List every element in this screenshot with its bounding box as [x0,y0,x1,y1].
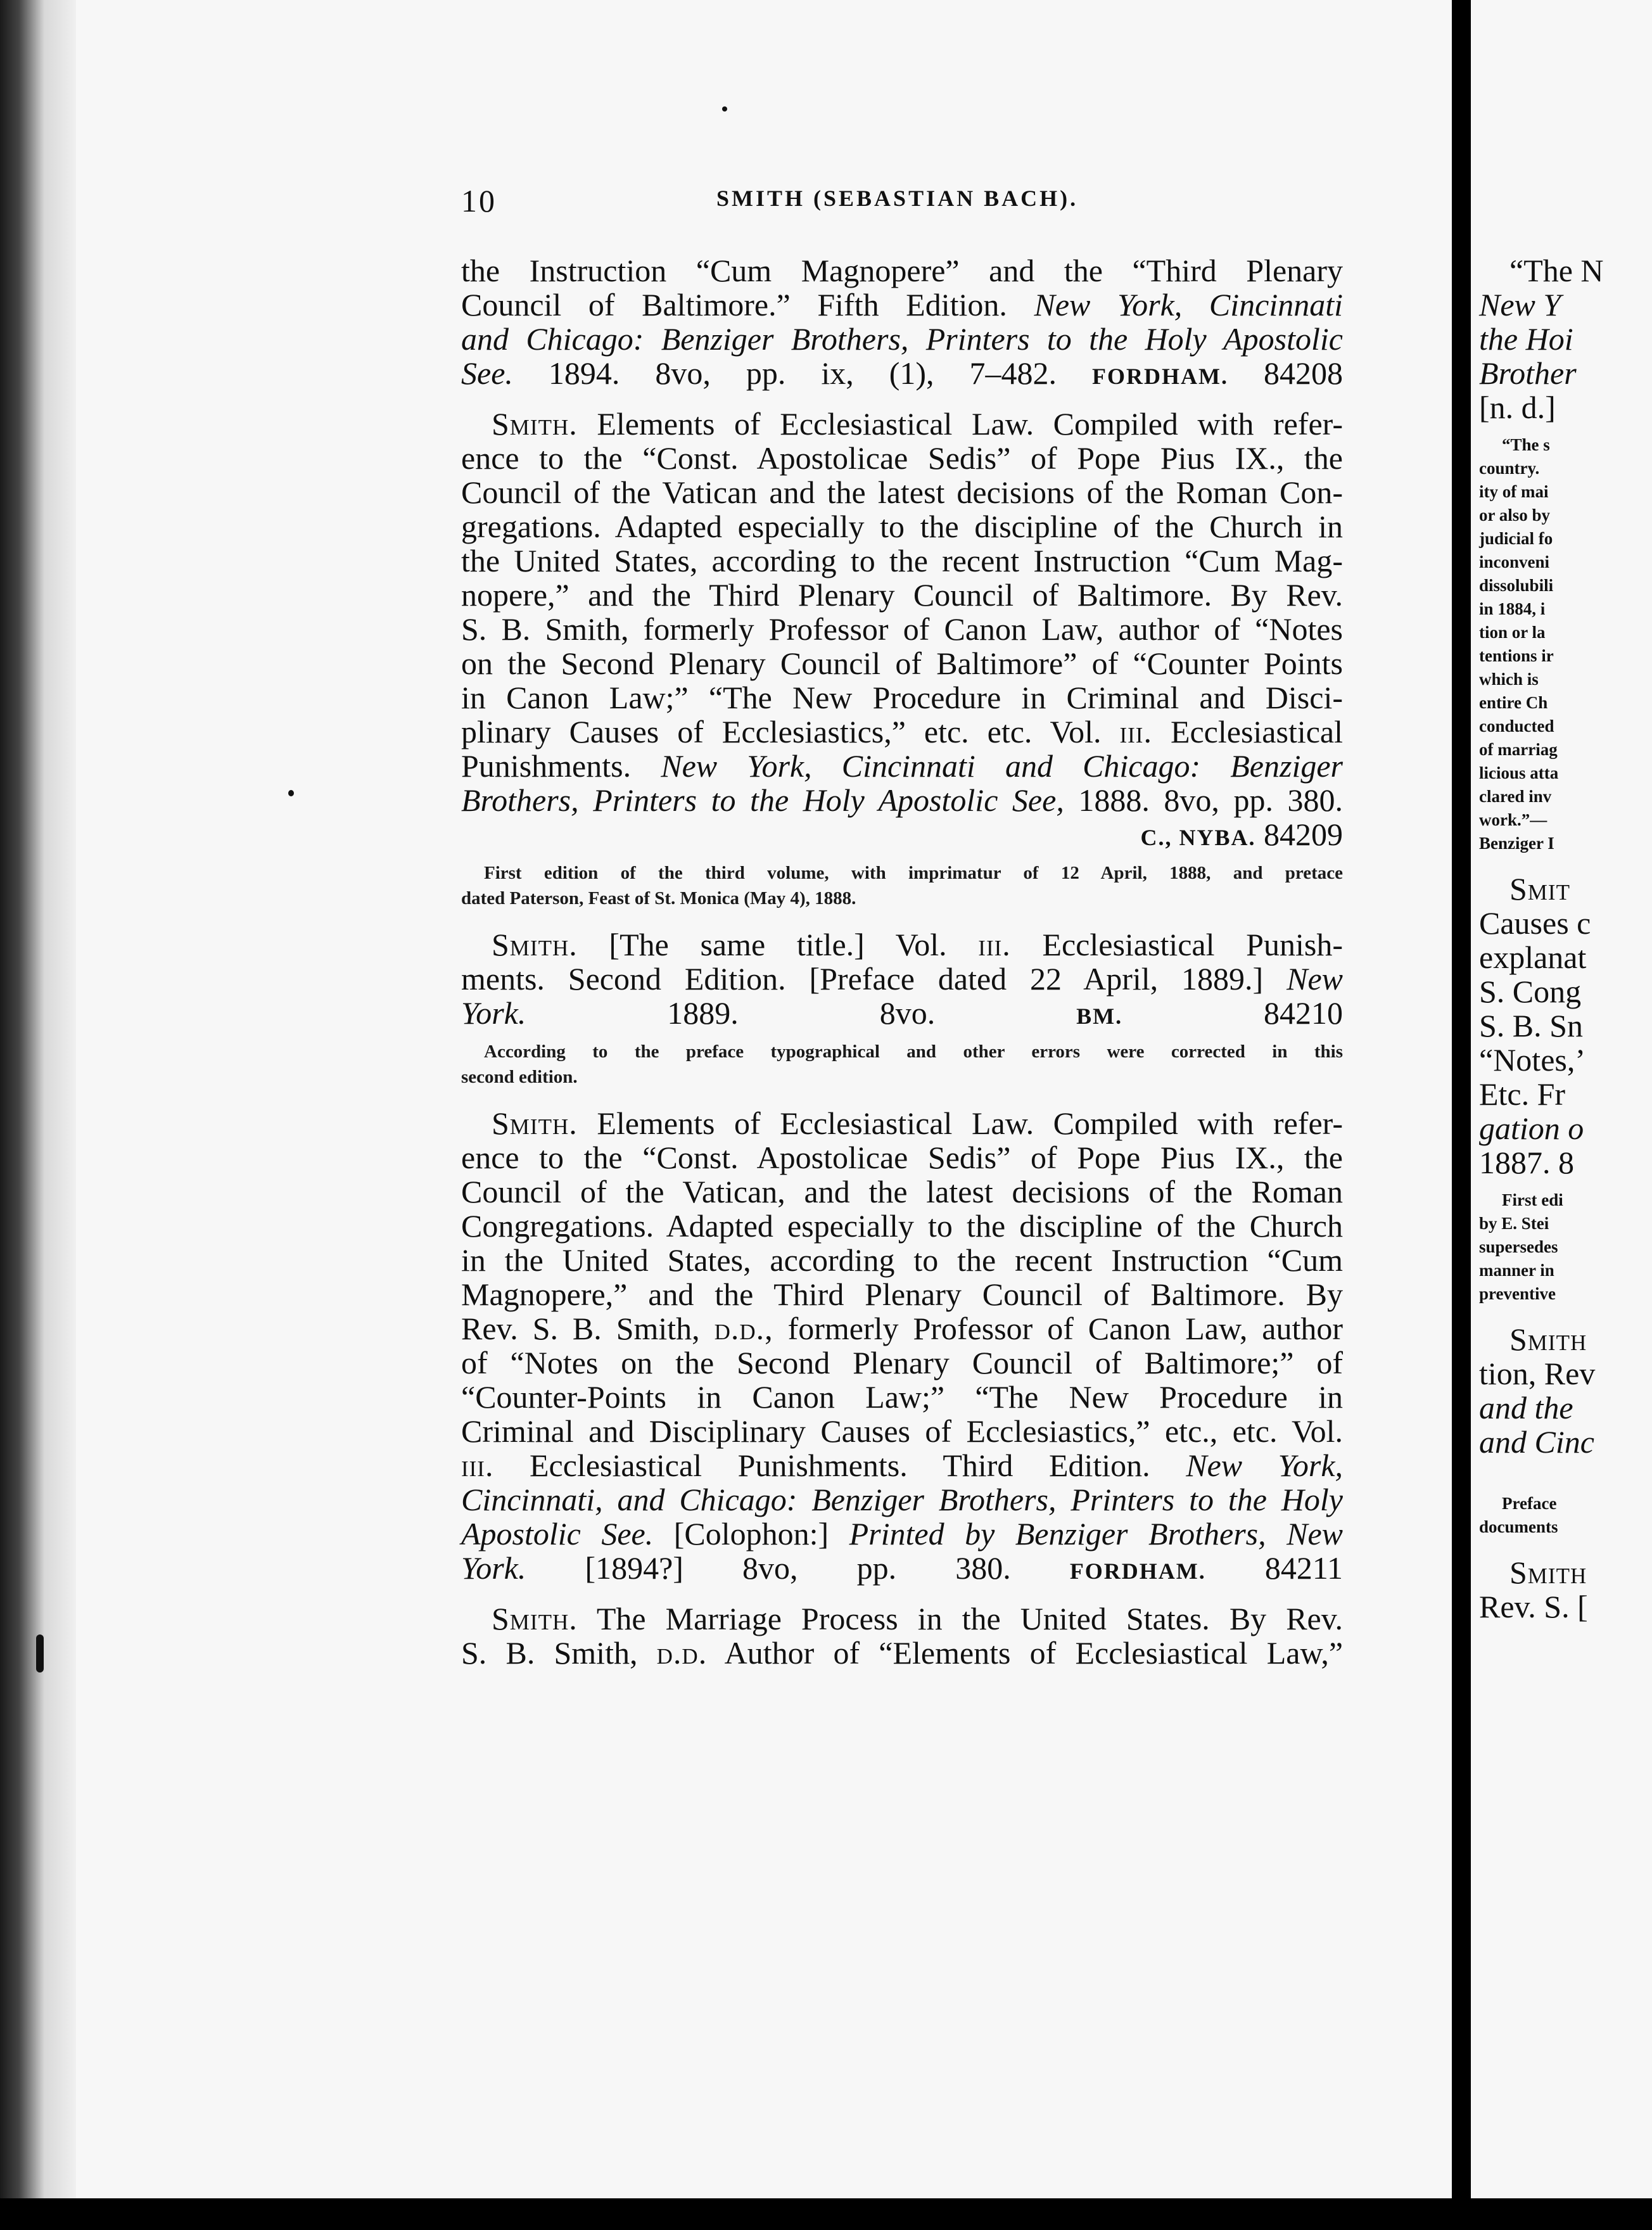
text-line: Rev. S. B. Smith, d.d., formerly Professor of Canon Law, author [461,1311,1343,1346]
note-line: dissolubili [1479,576,1554,595]
text-line: Punishments. New York, Cincinnati and Chicago: Benziger [461,748,1344,784]
text-line [461,817,1343,851]
text-line: 1887. 8 [1479,1145,1574,1180]
note-line: manner in [1479,1261,1554,1280]
note-line: or also by [1479,506,1551,525]
text-line: S. B. Sn [1479,1008,1583,1043]
text-line: New Y [1479,287,1561,322]
text-line: plinary Causes of Ecclesiastics,” etc. etc. Vol. iii. Ecclesiastical [461,714,1344,749]
text-line: S. Cong [1479,974,1582,1009]
text-line: S. B. Smith, formerly Professor of Canon Law, author of “Notes [461,611,1343,647]
note-line: conducted [1479,717,1554,736]
note-line: Preface [1502,1494,1557,1513]
text-line: Council of the Vatican and the latest decisions of the Roman Con- [461,475,1343,510]
text-line: and the [1479,1390,1573,1425]
text-line: ence to the “Const. Apostolicae Sedis” of Pope Pius IX., the [461,440,1343,476]
location-code: C., NYBA. [1140,825,1256,850]
text-line: explanat [1479,940,1587,975]
note-line: tion or la [1479,623,1546,642]
entry-number: 84211 [1264,1550,1344,1586]
note-line: of marriag [1479,740,1558,759]
entry-next [461,1602,1343,1670]
text-line: See. 1894. 8vo, pp. ix, (1), 7–482. FORDHAM. 84208 [461,355,1344,391]
text-line: the Hoi [1479,321,1573,357]
text-line: [n. d.] [1479,390,1556,425]
text-line: Smit [1509,871,1570,907]
entry-continuation [461,253,1343,390]
text-line: Smith [1509,1322,1587,1357]
entry-84211 [461,1106,1343,1585]
entry-number: 84208 [1264,355,1344,391]
note-line: licious atta [1479,763,1559,782]
entry-author: Smith. [492,406,578,442]
text-line: “Notes,’ [1479,1042,1585,1078]
text-line: Brother [1479,355,1577,391]
text-line: Council of Baltimore.” Fifth Edition. New York, Cincinnati [461,287,1343,322]
note-line: preventive [1479,1284,1556,1303]
note-line: According to the preface typographical and other errors were corrected in this [484,1042,1343,1062]
text-line: Cincinnati, and Chicago: Benziger Brothers, Printers to the Holy [461,1482,1343,1517]
right-text-column [1479,253,1652,1624]
ink-speck [36,1634,44,1672]
entry-84210 [461,927,1343,1090]
text-line: Apostolic See. [Colophon:] Printed by Benziger Brothers, New [461,1516,1343,1551]
ink-speck [288,790,294,796]
scan-bottom-edge [0,2198,1652,2230]
location-code: FORDHAM. [1069,1558,1206,1584]
text-line: and Cinc [1479,1424,1594,1460]
page-header [461,182,1348,233]
text-line: York. 1889. 8vo. BM. 84210 [461,995,1343,1031]
text-line: Etc. Fr [1479,1076,1566,1112]
location-code: FORDHAM. [1092,364,1229,389]
text-line: in Canon Law;” “The New Procedure in Criminal and Disci- [461,680,1343,715]
note-line: entire Ch [1479,693,1548,712]
text-line: iii. Ecclesiastical Punishments. Third Edition. New York, [461,1448,1344,1483]
text-line: S. B. Smith, d.d. Author of “Elements of Ecclesiastical Law,” [461,1635,1344,1671]
note-line: Benziger I [1479,834,1554,853]
note-line: work.”— [1479,810,1547,829]
book-gutter [1452,0,1471,2198]
text-line: Smith. Elements of Ecclesiastical Law. Compiled with refer- [492,406,1343,442]
text-line: Smith. [The same title.] Vol. iii. Ecclesiastical Punish- [492,927,1343,962]
note-line: second edition. [461,1067,578,1087]
text-line: in the United States, according to the recent Instruction “Cum [461,1242,1343,1278]
text-line: of “Notes on the Second Plenary Council of Baltimore;” of [461,1345,1343,1380]
entry-author: Smith. [492,1105,578,1141]
text-line: nopere,” and the Third Plenary Council of Baltimore. By Rev. [461,577,1343,613]
text-line: York. [1894?] 8vo, pp. 380. FORDHAM. 84211 [461,1550,1344,1586]
text-line: Magnopere,” and the Third Plenary Council of Baltimore. By [461,1277,1343,1312]
note-line: by E. Stei [1479,1214,1549,1233]
entry-author: Smith. [492,1601,578,1636]
left-text-column [461,253,1343,1670]
text-line: ments. Second Edition. [Preface dated 22 April, 1889.] New [461,961,1343,997]
note-line: clared inv [1479,787,1552,806]
note-line: dated Paterson, Feast of St. Monica (May 4), 1888. [461,888,856,908]
note-line: judicial fo [1479,529,1553,548]
text-line: tion, Rev [1479,1356,1596,1391]
text-line: Brothers, Printers to the Holy Apostolic See, 1888. 8vo, pp. 380. [461,782,1344,818]
entry-84209 [461,407,1343,911]
note-line: documents [1479,1517,1558,1536]
running-head: SMITH (SEBASTIAN BACH). [716,186,1079,211]
text-line: gation o [1479,1111,1584,1146]
entry-number: 84210 [1264,995,1343,1031]
ink-speck [722,106,727,112]
note-line: First edi [1502,1190,1563,1209]
entry-author: Smith. [492,927,578,962]
text-line: gregations. Adapted especially to the discipline of the Church in [461,509,1343,544]
note-line: which is [1479,670,1539,689]
text-line: the United States, according to the recent Instruction “Cum Mag- [461,543,1343,578]
text-line: the Instruction “Cum Magnopere” and the “Third Plenary [461,253,1343,288]
text-line: ence to the “Const. Apostolicae Sedis” of Pope Pius IX., the [461,1140,1343,1175]
entry-number: 84209 [1264,817,1343,852]
note-line: country. [1479,459,1540,478]
text-line: Smith. Elements of Ecclesiastical Law. Compiled with refer- [492,1105,1343,1141]
text-line: “The N [1509,253,1604,288]
note-line: ity of mai [1479,482,1549,501]
note-line: tentions ir [1479,646,1554,665]
text-line: Smith. The Marriage Process in the United States. By Rev. [492,1601,1343,1636]
text-line: Causes c [1479,905,1591,941]
note-line: “The s [1502,435,1550,454]
location-code: BM. [1076,1004,1123,1029]
text-line: “Counter-Points in Canon Law;” “The New Procedure in [461,1379,1343,1415]
text-line: Smith [1509,1555,1587,1590]
scan-left-edge [0,0,76,2198]
text-line: on the Second Plenary Council of Baltimore” of “Counter Points [461,646,1343,681]
page-number: 10 [461,183,497,219]
note-line: First edition of the third volume, with imprimatur of 12 April, 1888, and pretace [484,863,1343,883]
text-line: and Chicago: Benziger Brothers, Printers to the Holy Apostolic [461,321,1343,357]
text-line: Rev. S. [ [1479,1589,1588,1624]
text-line: Congregations. Adapted especially to the discipline of the Church [461,1208,1343,1244]
note-line: supersedes [1479,1237,1558,1256]
text-line: Criminal and Disciplinary Causes of Ecclesiastics,” etc., etc. Vol. [461,1413,1343,1449]
note-line: inconveni [1479,552,1550,571]
text-line: Council of the Vatican, and the latest decisions of the Roman [461,1174,1343,1209]
note-line: in 1884, i [1479,599,1546,618]
